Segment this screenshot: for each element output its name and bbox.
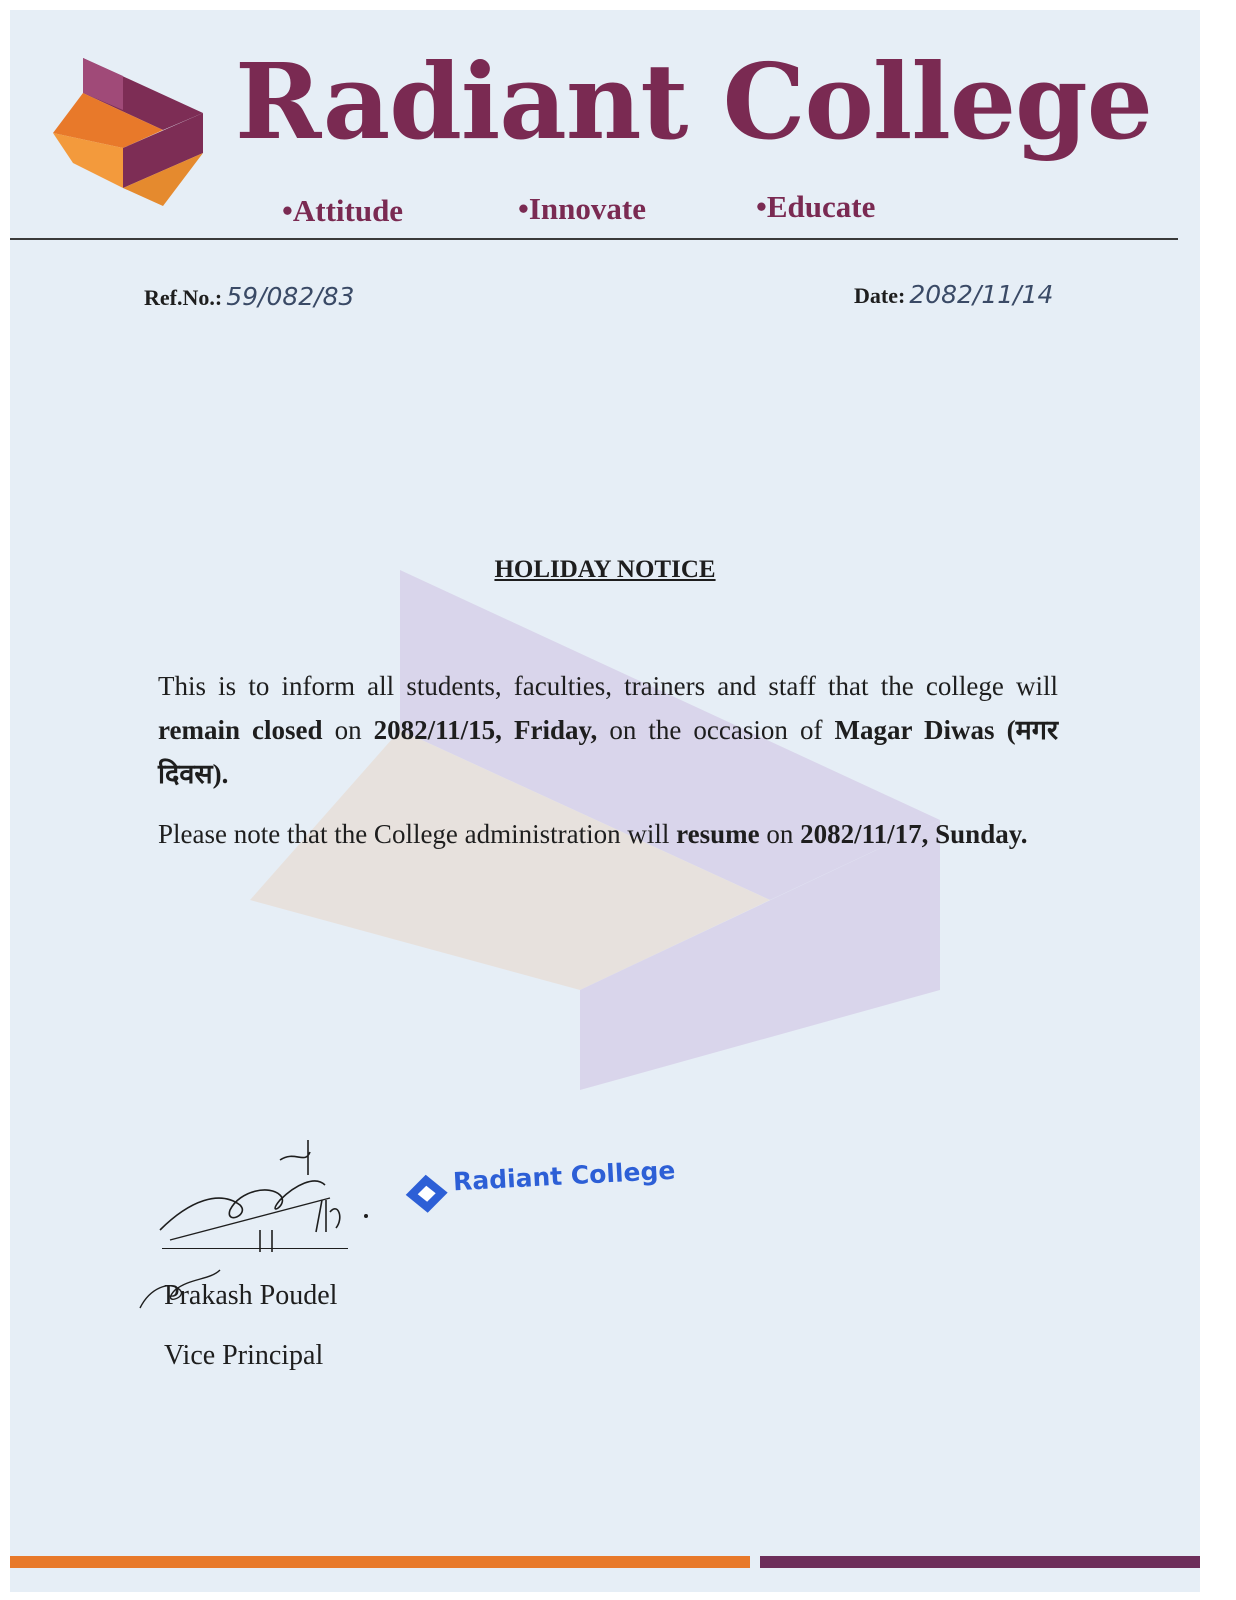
college-logo [53, 58, 213, 208]
signature-line [162, 1248, 348, 1249]
college-name: Radiant College [235, 40, 1152, 163]
footer-bar-purple [760, 1556, 1200, 1568]
tagline-innovate: •Innovate [518, 191, 646, 226]
stamp-text: Radiant College [452, 1155, 676, 1197]
tagline-attitude: •Attitude [282, 193, 404, 228]
reference-number [144, 282, 354, 311]
signatory-title: Vice Principal [164, 1340, 324, 1371]
notice-paragraph-closure: This is to inform all students, faculties, trainers and staff that the college will remain closed on 2082/11/15, Friday, on the occasion of Magar Diwas (मगर दिवस). [158, 671, 1059, 789]
reference-label: Ref.No.: [144, 285, 223, 310]
notice-paragraph-resume: Please note that the College administration will resume on 2082/11/17, Sunday. [158, 819, 1028, 849]
reference-value: 59/082/83 [226, 282, 355, 311]
stamp-logo-icon [403, 1170, 451, 1218]
notice-title: HOLIDAY NOTICE [494, 556, 716, 583]
tagline-educate: •Educate [756, 189, 876, 224]
date-value: 2082/11/14 [909, 280, 1054, 309]
letter-sheet [10, 10, 1200, 1592]
footer-bar-orange [10, 1556, 750, 1568]
date-label: Date: [854, 283, 906, 308]
signatory-name: Prakash Poudel [164, 1280, 338, 1311]
header-divider [10, 238, 1178, 240]
letter-date [854, 280, 1053, 309]
